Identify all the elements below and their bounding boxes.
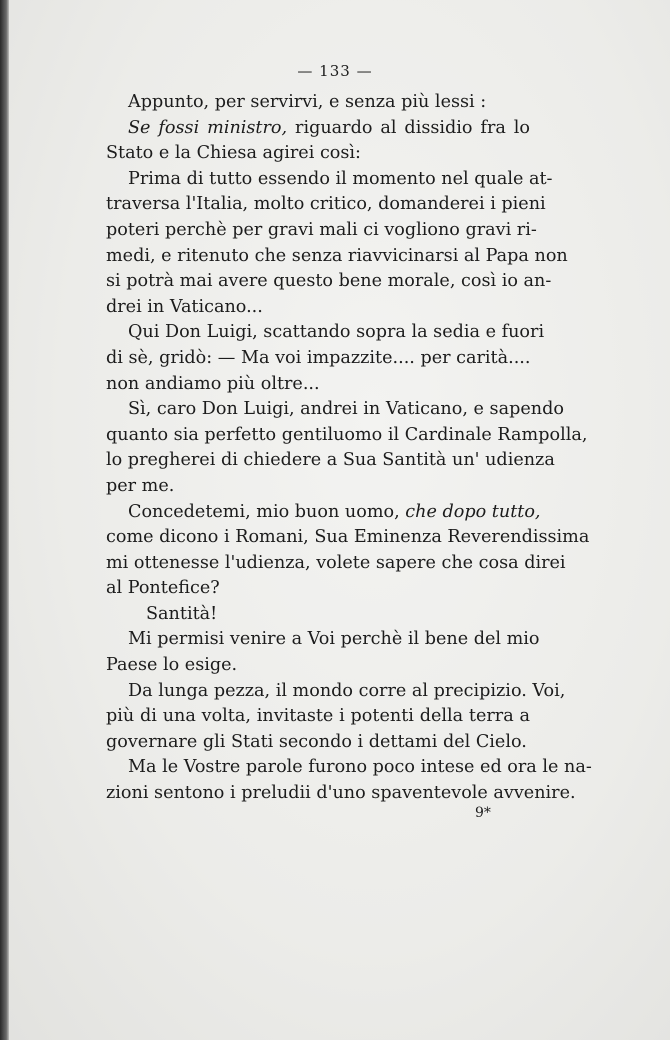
page-number: — 133 — bbox=[297, 62, 373, 80]
text-line bbox=[106, 474, 530, 500]
text-line bbox=[106, 704, 530, 730]
text-line bbox=[106, 500, 541, 526]
text-span: medi, e ritenuto che senza riavvicinarsi al Papa non bbox=[106, 245, 568, 266]
text-span: non andiamo più oltre... bbox=[106, 373, 320, 394]
text-line bbox=[106, 269, 552, 295]
text-line bbox=[106, 141, 530, 167]
text-line bbox=[106, 244, 568, 270]
text-line bbox=[106, 576, 530, 602]
text-line bbox=[106, 730, 530, 756]
text-span: Stato e la Chiesa agirei così: bbox=[106, 143, 361, 164]
text-span: Santità! bbox=[146, 603, 218, 624]
text-span: si potrà mai avere questo bene morale, così io an- bbox=[106, 271, 552, 292]
text-span: governare gli Stati secondo i dettami del Cielo. bbox=[106, 731, 527, 752]
text-line bbox=[106, 602, 530, 628]
text-span: Concedetemi, mio buon uomo, bbox=[128, 501, 406, 522]
text-span: Appunto, per servirvi, e senza più lessi : bbox=[128, 92, 487, 112]
italic-text: Se fossi ministro, bbox=[128, 117, 288, 138]
body-text bbox=[106, 90, 592, 807]
text-span: più di una volta, invitaste i potenti della terra a bbox=[106, 706, 530, 727]
text-span: drei in Vaticano... bbox=[106, 296, 263, 317]
text-line bbox=[106, 90, 530, 116]
text-span: zioni sentono i preludii d'uno spaventevole avvenire. bbox=[106, 783, 576, 804]
text-span: lo pregherei di chiedere a Sua Santità un' udienza bbox=[106, 450, 555, 471]
text-line bbox=[106, 525, 590, 551]
text-line bbox=[106, 346, 530, 372]
text-span: al Pontefice? bbox=[106, 578, 220, 599]
text-span: Paese lo esige. bbox=[106, 655, 238, 676]
text-line bbox=[106, 372, 530, 398]
italic-text: che dopo tutto, bbox=[405, 501, 541, 522]
text-span: Qui Don Luigi, scattando sopra la sedia e fuori bbox=[128, 322, 545, 343]
text-line bbox=[106, 653, 530, 679]
text-span: Ma le Vostre parole furono poco intese ed ora le na- bbox=[128, 757, 592, 778]
text-line bbox=[106, 551, 566, 577]
text-line bbox=[106, 755, 592, 781]
text-span: poteri perchè per gravi mali ci vogliono gravi ri- bbox=[106, 219, 537, 240]
book-spine-edge bbox=[0, 0, 9, 1040]
text-span: di sè, gridò: — Ma voi impazzite.... per carità.... bbox=[106, 347, 531, 368]
text-line bbox=[106, 781, 576, 807]
text-span: quanto sia perfetto gentiluomo il Cardinale Rampolla, bbox=[106, 424, 588, 445]
text-line bbox=[106, 679, 566, 705]
text-span: per me. bbox=[106, 475, 175, 496]
text-line bbox=[106, 167, 553, 193]
text-line bbox=[106, 192, 546, 218]
text-span: mi ottenesse l'udienza, volete sapere che cosa direi bbox=[106, 552, 566, 573]
text-span: Prima di tutto essendo il momento nel quale at- bbox=[128, 168, 553, 189]
text-line bbox=[106, 448, 555, 474]
text-line bbox=[106, 423, 588, 449]
signature-mark: 9* bbox=[475, 805, 491, 821]
text-line bbox=[106, 397, 564, 423]
text-span: Sì, caro Don Luigi, andrei in Vaticano, e sapendo bbox=[128, 399, 564, 420]
text-line bbox=[106, 218, 537, 244]
text-span: Da lunga pezza, il mondo corre al precipizio. Voi, bbox=[128, 680, 566, 701]
text-span: come dicono i Romani, Sua Eminenza Reverendissima bbox=[106, 527, 590, 548]
text-line bbox=[106, 116, 530, 142]
text-line bbox=[106, 295, 530, 321]
text-line bbox=[106, 627, 540, 653]
text-span: traversa l'Italia, molto critico, domanderei i pieni bbox=[106, 194, 546, 215]
text-span: Mi permisi venire a Voi perchè il bene del mio bbox=[128, 629, 540, 650]
text-span: riguardo al dissidio fra lo bbox=[287, 117, 531, 138]
text-line bbox=[106, 320, 545, 346]
